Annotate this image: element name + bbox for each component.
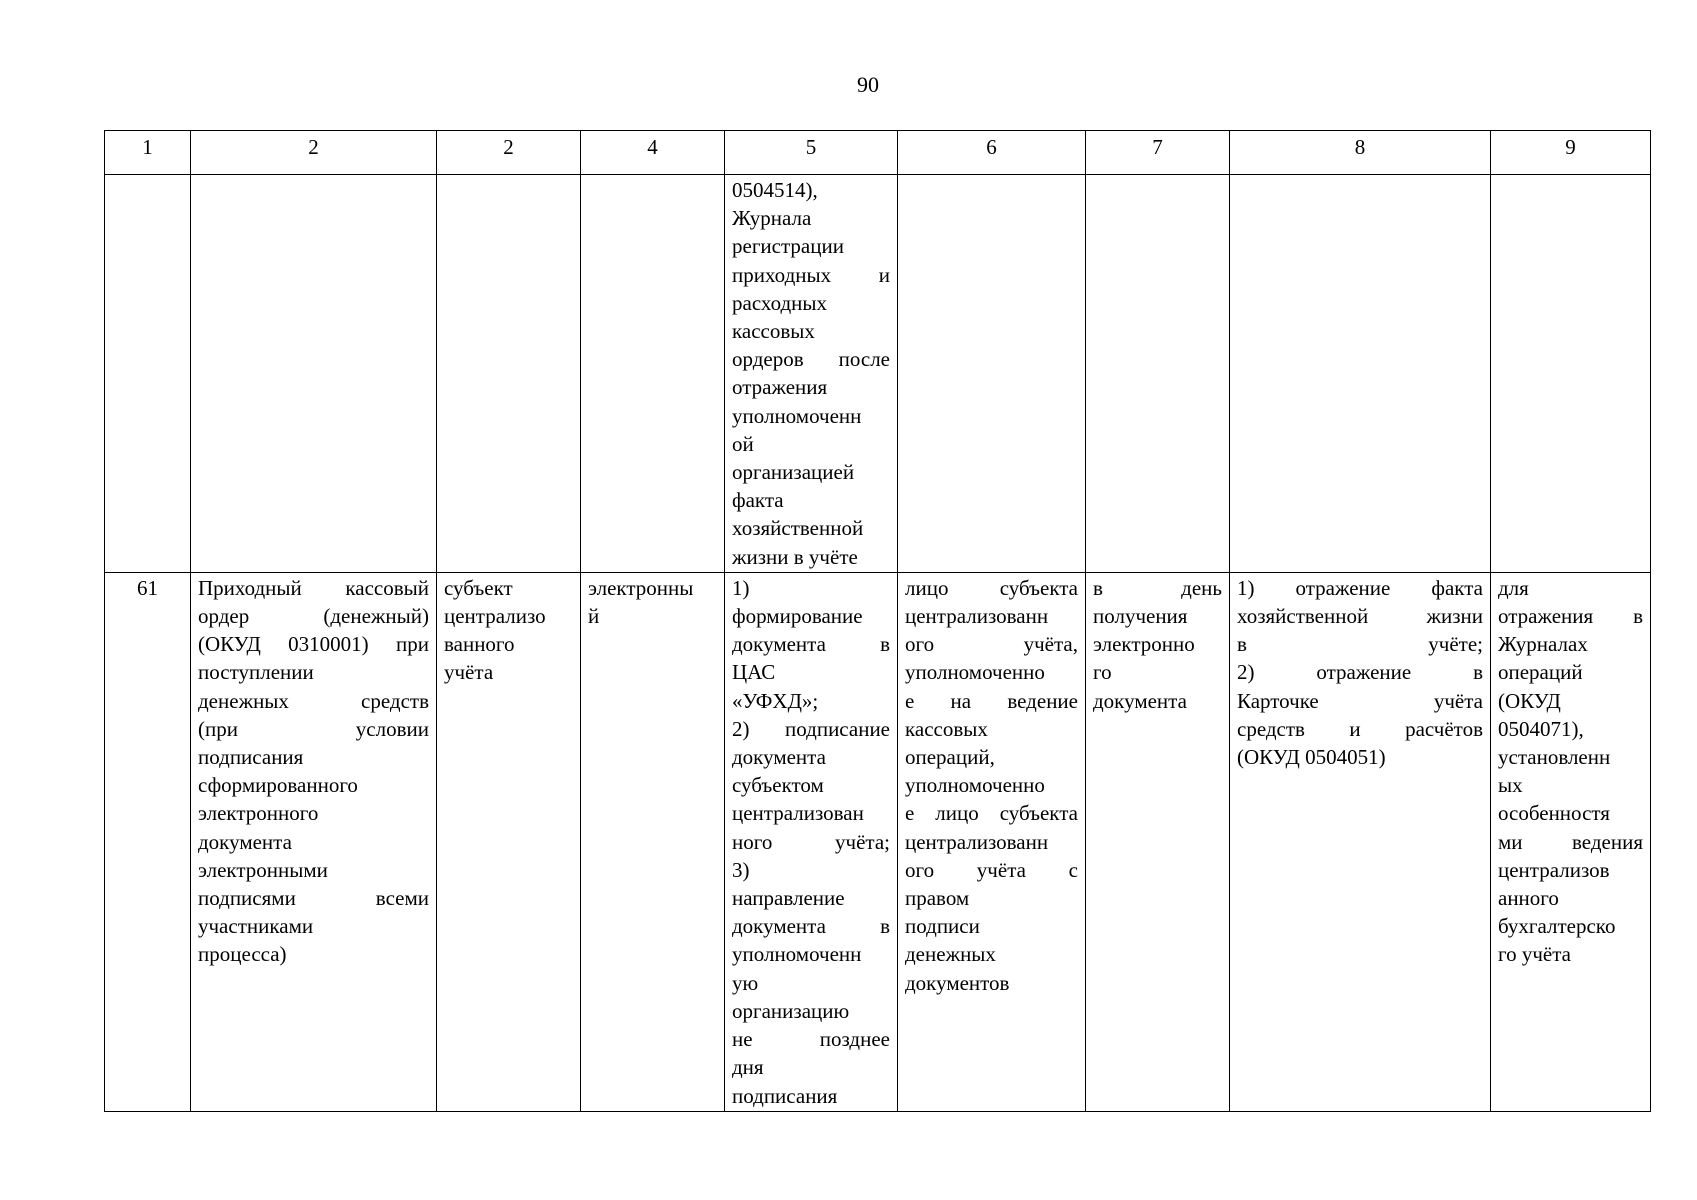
- cell-line: в день: [1093, 575, 1222, 600]
- cell-line: ного учёта;: [732, 829, 890, 854]
- cell-line: электронны: [588, 575, 694, 600]
- cell-creator: [437, 572, 581, 1111]
- cell-line: уполномоченно: [905, 773, 1045, 798]
- cell-line: установленн: [1498, 745, 1611, 770]
- cell-line: участниками: [198, 914, 314, 939]
- column-header-6: 6: [898, 131, 1086, 175]
- cell-line: ого учёта с: [905, 857, 1078, 882]
- cell-line: 1) отражение факта: [1237, 575, 1483, 600]
- column-header-7: 7: [1086, 131, 1230, 175]
- column-header-5: 5: [725, 131, 898, 175]
- cell-line: жизни в учёте: [732, 544, 858, 569]
- cell-line: е на ведение: [905, 688, 1078, 713]
- column-header-3: 2: [437, 131, 581, 175]
- cell-line: денежных: [905, 942, 996, 967]
- cell-line: денежных средств: [198, 688, 429, 713]
- cell-line: (ОКУД 0504051): [1237, 745, 1386, 770]
- document-table: [104, 130, 1651, 1112]
- cell-creator: [437, 175, 581, 573]
- cell-line: правом: [905, 886, 970, 911]
- cell-line: й: [588, 604, 600, 629]
- cell-line: Приходный кассовый: [198, 575, 429, 600]
- cell-line: электронного: [198, 801, 319, 826]
- cell-deadline: [1086, 572, 1230, 1111]
- cell-deadline: [1086, 175, 1230, 573]
- cell-line: Карточке учёта: [1237, 688, 1483, 713]
- cell-purpose: [1491, 175, 1651, 573]
- cell-line: электронными: [198, 857, 328, 882]
- cell-line: подписи: [905, 914, 980, 939]
- cell-line: подписями всеми: [198, 886, 429, 911]
- cell-line: централизованн: [905, 604, 1049, 629]
- cell-line: процесса): [198, 942, 287, 967]
- cell-line: регистрации: [732, 234, 844, 259]
- cell-line: отражения в: [1498, 604, 1643, 629]
- cell-line: не позднее: [732, 1027, 890, 1052]
- cell-line: субъект: [444, 575, 513, 600]
- cell-line: Журналах: [1498, 632, 1588, 657]
- cell-line: е лицо субъекта: [905, 801, 1078, 826]
- cell-form: [581, 572, 725, 1111]
- cell-line: 2) подписание: [732, 716, 890, 741]
- cell-line: хозяйственной: [732, 516, 864, 541]
- cell-procedure: [725, 572, 898, 1111]
- cell-line: документа: [1093, 688, 1187, 713]
- cell-line: анного: [1498, 886, 1559, 911]
- cell-line: (ОКУД: [1498, 688, 1561, 713]
- cell-number: [105, 175, 191, 573]
- cell-line: 0504071),: [1498, 716, 1584, 741]
- cell-line: ых: [1498, 773, 1523, 798]
- cell-line: документа в: [732, 632, 890, 657]
- cell-line: операций,: [905, 745, 995, 770]
- cell-line: субъектом: [732, 773, 824, 798]
- cell-actions: [1230, 175, 1491, 573]
- cell-line: хозяйственной жизни: [1237, 604, 1483, 629]
- cell-line: централизован: [732, 801, 864, 826]
- cell-line: приходных и: [732, 262, 890, 287]
- cell-number: 61: [105, 572, 191, 1111]
- cell-line: (при условии: [198, 716, 429, 741]
- cell-line: го учёта: [1498, 942, 1571, 967]
- cell-responsible: [898, 175, 1086, 573]
- cell-line: Журнала: [732, 206, 812, 231]
- cell-line: централизованн: [905, 829, 1049, 854]
- cell-line: ванного: [444, 632, 515, 657]
- cell-line: ми ведения: [1498, 829, 1643, 854]
- cell-line: особенностя: [1498, 801, 1610, 826]
- column-header-8: 8: [1230, 131, 1491, 175]
- cell-procedure: [725, 175, 898, 573]
- cell-line: ЦАС: [732, 660, 776, 685]
- cell-line: кассовых: [732, 319, 815, 344]
- table-row-61: [105, 572, 1651, 1111]
- cell-line: подписания: [732, 1083, 838, 1108]
- cell-line: поступлении: [198, 660, 314, 685]
- cell-line: направление: [732, 886, 845, 911]
- table-row-continuation: [105, 175, 1651, 573]
- cell-line: ой: [732, 431, 754, 456]
- cell-line: ордеров после: [732, 347, 890, 372]
- cell-line: ого учёта,: [905, 632, 1078, 657]
- cell-line: подписания: [198, 745, 304, 770]
- cell-line: в учёте;: [1237, 632, 1483, 657]
- cell-line: документа: [732, 745, 826, 770]
- cell-line: ую: [732, 970, 759, 995]
- cell-line: уполномоченно: [905, 660, 1045, 685]
- cell-line: расходных: [732, 290, 827, 315]
- column-header-4: 4: [581, 131, 725, 175]
- table-header-row: [105, 131, 1651, 175]
- page-number: 90: [857, 72, 879, 97]
- column-header-1: 1: [105, 131, 191, 175]
- cell-line: 3): [732, 857, 750, 882]
- cell-line: средств и расчётов: [1237, 716, 1483, 741]
- column-header-9: 9: [1491, 131, 1651, 175]
- cell-line: для: [1498, 575, 1529, 600]
- cell-line: централизо: [444, 604, 546, 629]
- cell-actions: [1230, 572, 1491, 1111]
- cell-line: 1): [732, 575, 750, 600]
- cell-line: лицо субъекта: [905, 575, 1078, 600]
- cell-line: «УФХД»;: [732, 688, 819, 713]
- cell-line: отражения: [732, 375, 828, 400]
- cell-line: го: [1093, 660, 1112, 685]
- cell-line: документов: [905, 970, 1010, 995]
- cell-document-name: [191, 572, 437, 1111]
- cell-line: (ОКУД 0310001) при: [198, 632, 429, 657]
- cell-line: уполномоченн: [732, 403, 862, 428]
- cell-document-name: [191, 175, 437, 573]
- cell-line: факта: [732, 488, 784, 513]
- cell-line: операций: [1498, 660, 1583, 685]
- cell-line: организацией: [732, 460, 855, 485]
- cell-line: получения: [1093, 604, 1188, 629]
- cell-responsible: [898, 572, 1086, 1111]
- cell-line: ордер (денежный): [198, 604, 429, 629]
- cell-line: бухгалтерско: [1498, 914, 1616, 939]
- cell-line: организацию: [732, 998, 850, 1023]
- cell-line: уполномоченн: [732, 942, 862, 967]
- cell-line: документа: [198, 829, 292, 854]
- cell-line: документа в: [732, 914, 890, 939]
- cell-line: сформированного: [198, 773, 358, 798]
- cell-line: 0504514),: [732, 178, 818, 202]
- cell-line: 2) отражение в: [1237, 660, 1483, 685]
- cell-line: дня: [732, 1055, 764, 1080]
- cell-form: [581, 175, 725, 573]
- cell-line: электронно: [1093, 632, 1195, 657]
- cell-purpose: [1491, 572, 1651, 1111]
- cell-line: формирование: [732, 604, 863, 629]
- cell-line: учёта: [444, 660, 494, 685]
- cell-line: централизов: [1498, 857, 1610, 882]
- cell-line: кассовых: [905, 716, 988, 741]
- column-header-2: 2: [191, 131, 437, 175]
